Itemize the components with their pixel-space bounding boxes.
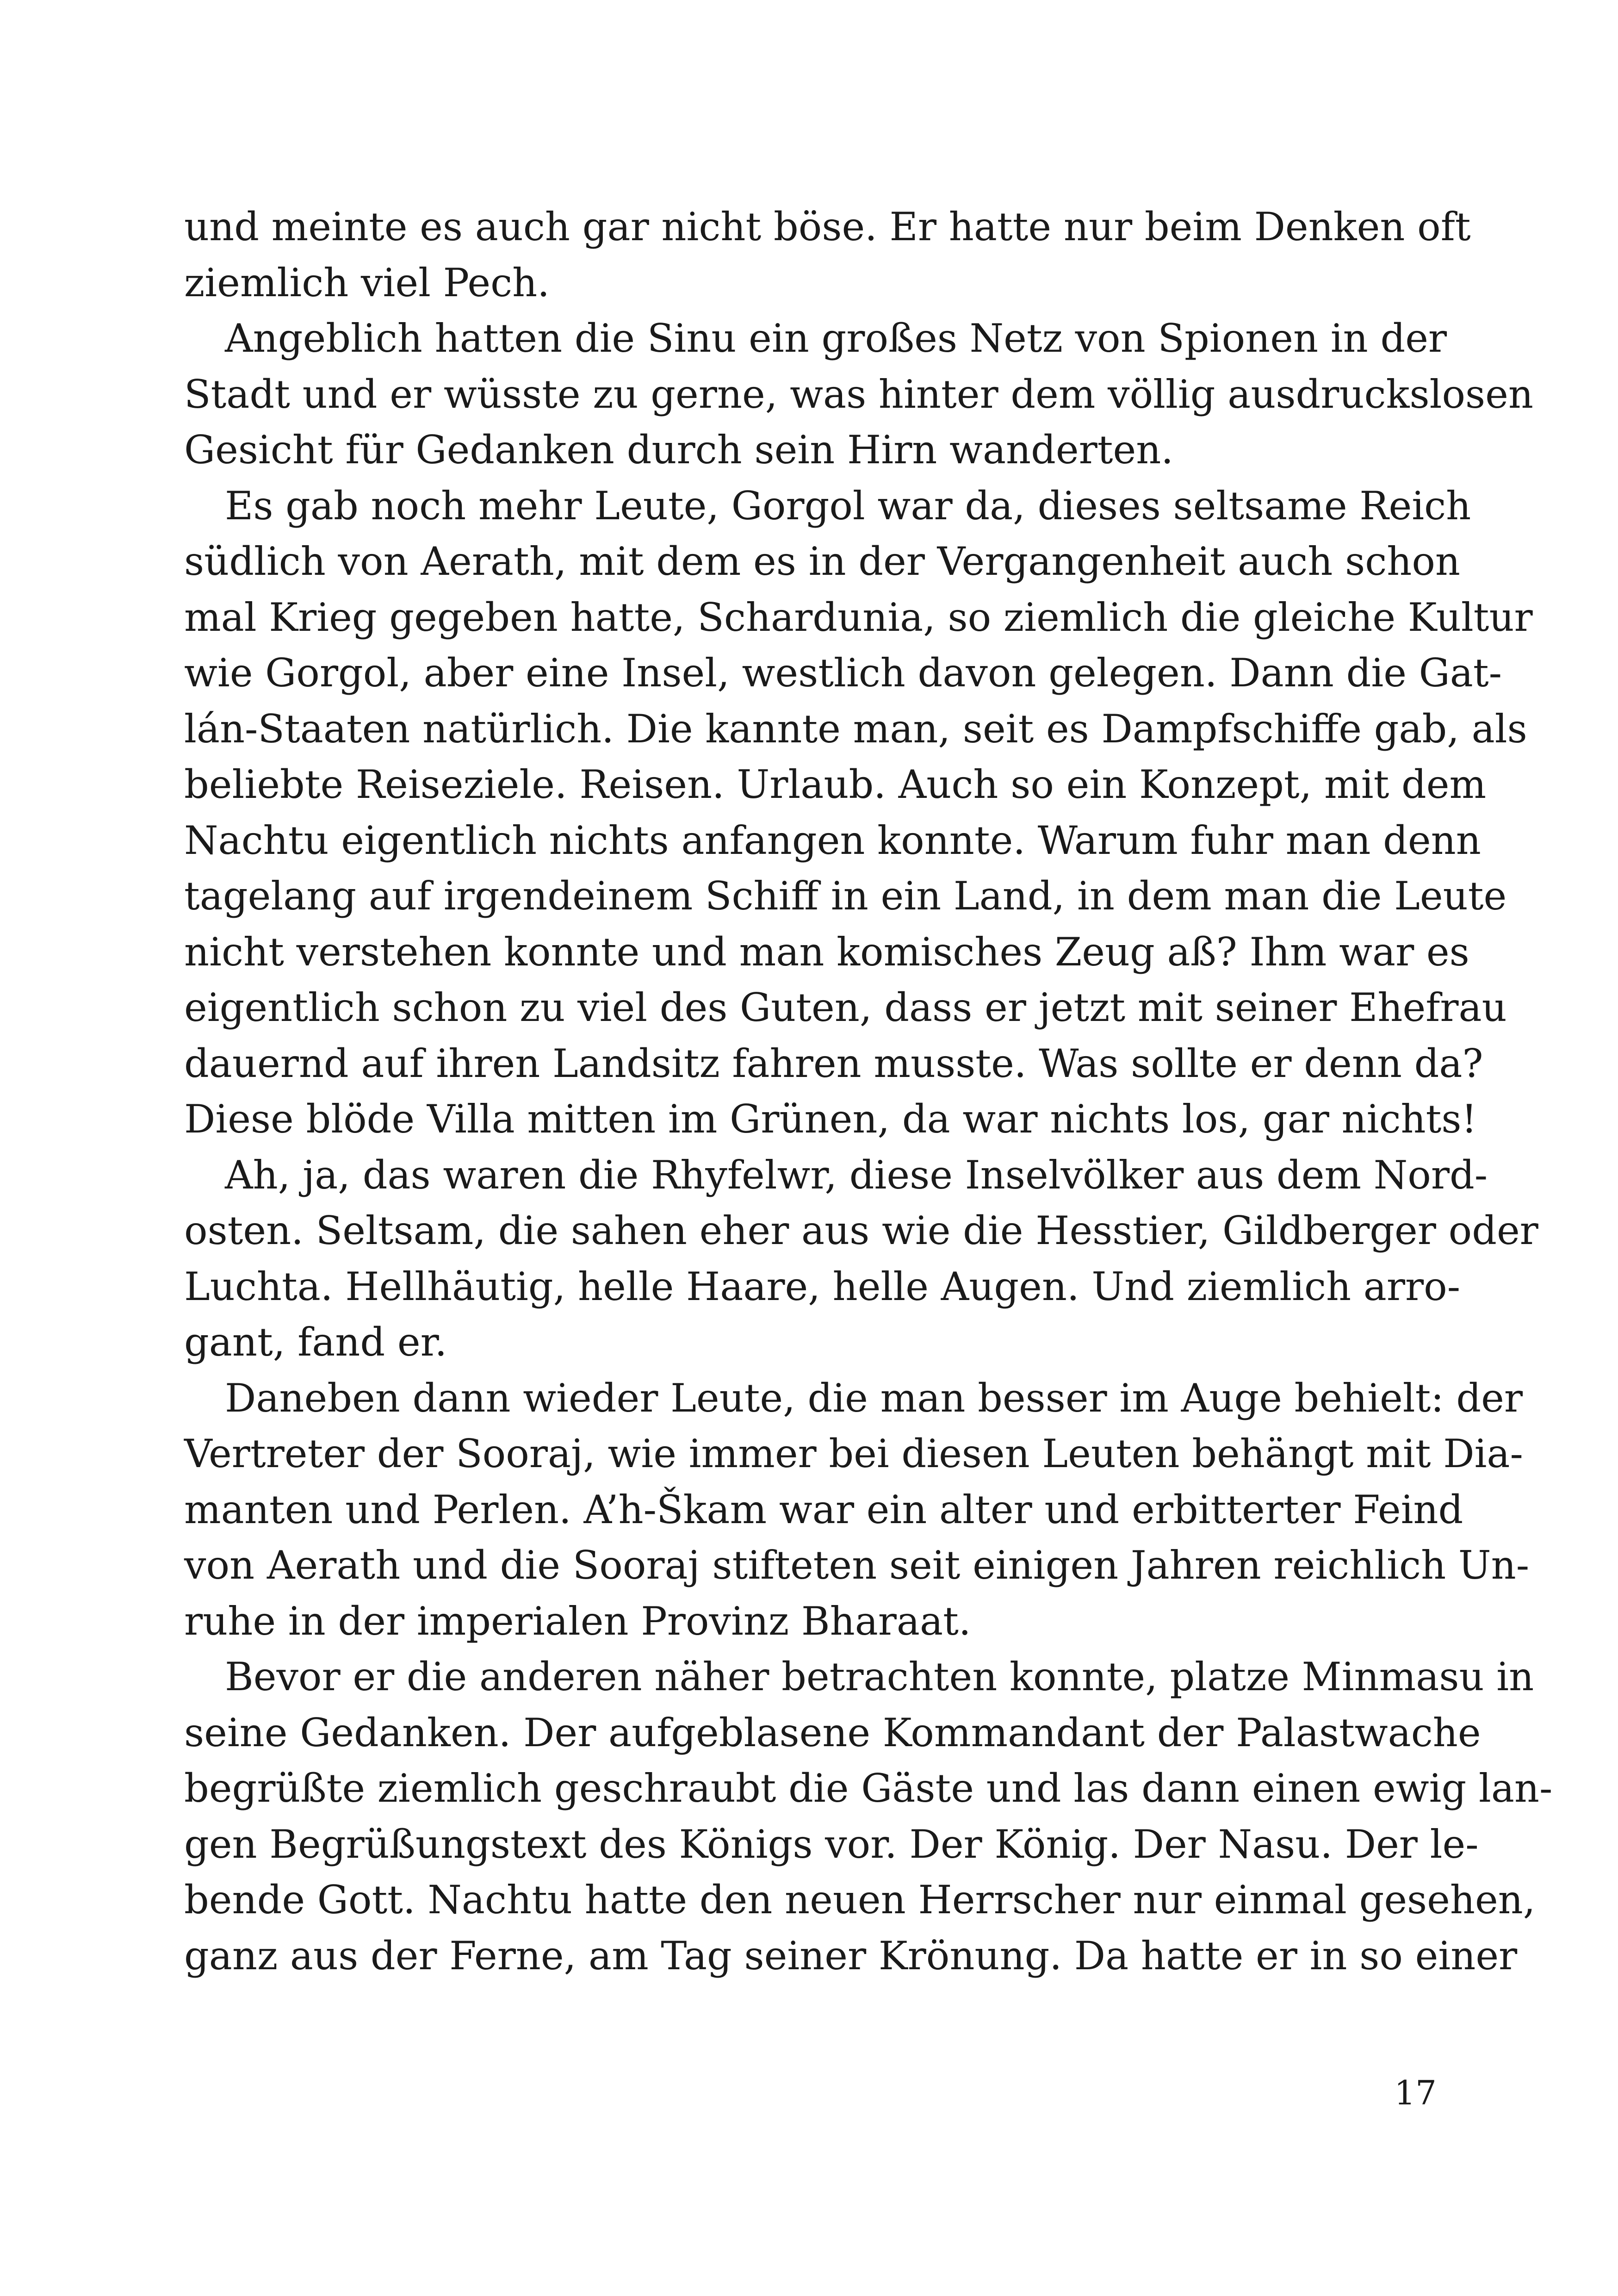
text-line: eigentlich schon zu viel des Guten, dass er jetzt mit seiner Ehefrau	[184, 985, 1507, 1030]
text-line: und meinte es auch gar nicht böse. Er hatte nur beim Denken oft	[184, 204, 1471, 249]
text-line: Luchta. Hellhäutig, helle Haare, helle Augen. Und ziemlich arro-	[184, 1263, 1461, 1309]
text-line: Nachtu eigentlich nichts anfangen konnte. Warum fuhr man denn	[184, 817, 1481, 863]
text-line: begrüßte ziemlich geschraubt die Gäste und las dann einen ewig lan-	[184, 1766, 1553, 1811]
text-line: gant, fand er.	[184, 1319, 447, 1365]
text-line: Es gab noch mehr Leute, Gorgol war da, dieses seltsame Reich	[225, 483, 1471, 529]
text-line: nicht verstehen konnte und man komisches Zeug aß? Ihm war es	[184, 929, 1469, 975]
text-line: Gesicht für Gedanken durch sein Hirn wanderten.	[184, 427, 1174, 473]
text-line: bende Gott. Nachtu hatte den neuen Herrscher nur einmal gesehen,	[184, 1877, 1536, 1923]
text-line: manten und Perlen. A’h-Škam war ein alter und erbitterter Feind	[184, 1487, 1463, 1532]
text-line: wie Gorgol, aber eine Insel, westlich davon gelegen. Dann die Gat-	[184, 650, 1502, 696]
text-line: beliebte Reiseziele. Reisen. Urlaub. Auch so ein Konzept, mit dem	[184, 762, 1487, 807]
text-line: dauernd auf ihren Landsitz fahren musste. Was sollte er denn da?	[184, 1040, 1483, 1086]
text-line: gen Begrüßungstext des Königs vor. Der König. Der Nasu. Der le-	[184, 1821, 1479, 1867]
text-line: seine Gedanken. Der aufgeblasene Kommandant der Palastwache	[184, 1710, 1481, 1755]
page-number: 17	[1394, 2073, 1437, 2112]
paragraph	[184, 1649, 1553, 1984]
text-line: Bevor er die anderen näher betrachten konnte, platze Minmasu in	[225, 1654, 1534, 1699]
text-line: ziemlich viel Pech.	[184, 260, 550, 305]
text-line: Ah, ja, das waren die Rhyfelwr, diese Inselvölker aus dem Nord-	[225, 1152, 1488, 1198]
text-line: südlich von Aerath, mit dem es in der Vergangenheit auch schon	[184, 539, 1461, 584]
text-line: ruhe in der imperialen Provinz Bharaat.	[184, 1598, 971, 1644]
text-line: lán-Staaten natürlich. Die kannte man, seit es Dampfschiffe gab, als	[184, 706, 1527, 752]
text-line: osten. Seltsam, die sahen eher aus wie die Hesstier, Gildberger oder	[184, 1208, 1538, 1253]
text-line: ganz aus der Ferne, am Tag seiner Krönung. Da hatte er in so einer	[184, 1933, 1518, 1979]
text-line: Diese blöde Villa mitten im Grünen, da war nichts los, gar nichts!	[184, 1096, 1477, 1142]
paragraph	[184, 1147, 1538, 1370]
paragraph	[184, 311, 1533, 478]
text-line: Stadt und er wüsste zu gerne, was hinter dem völlig ausdruckslosen	[184, 371, 1533, 417]
body-text	[184, 199, 1553, 1984]
text-line: Vertreter der Sooraj, wie immer bei diesen Leuten behängt mit Dia-	[184, 1431, 1523, 1476]
paragraph	[184, 478, 1533, 1147]
text-line: Daneben dann wieder Leute, die man besser im Auge behielt: der	[225, 1375, 1523, 1421]
text-line: mal Krieg gegeben hatte, Schardunia, so ziemlich die gleiche Kultur	[184, 594, 1533, 640]
text-line: von Aerath und die Sooraj stifteten seit einigen Jahren reichlich Un-	[184, 1543, 1530, 1588]
text-line: Angeblich hatten die Sinu ein großes Netz von Spionen in der	[225, 316, 1447, 361]
paragraph	[184, 199, 1471, 311]
paragraph	[184, 1370, 1530, 1649]
text-line: tagelang auf irgendeinem Schiff in ein Land, in dem man die Leute	[184, 873, 1507, 919]
